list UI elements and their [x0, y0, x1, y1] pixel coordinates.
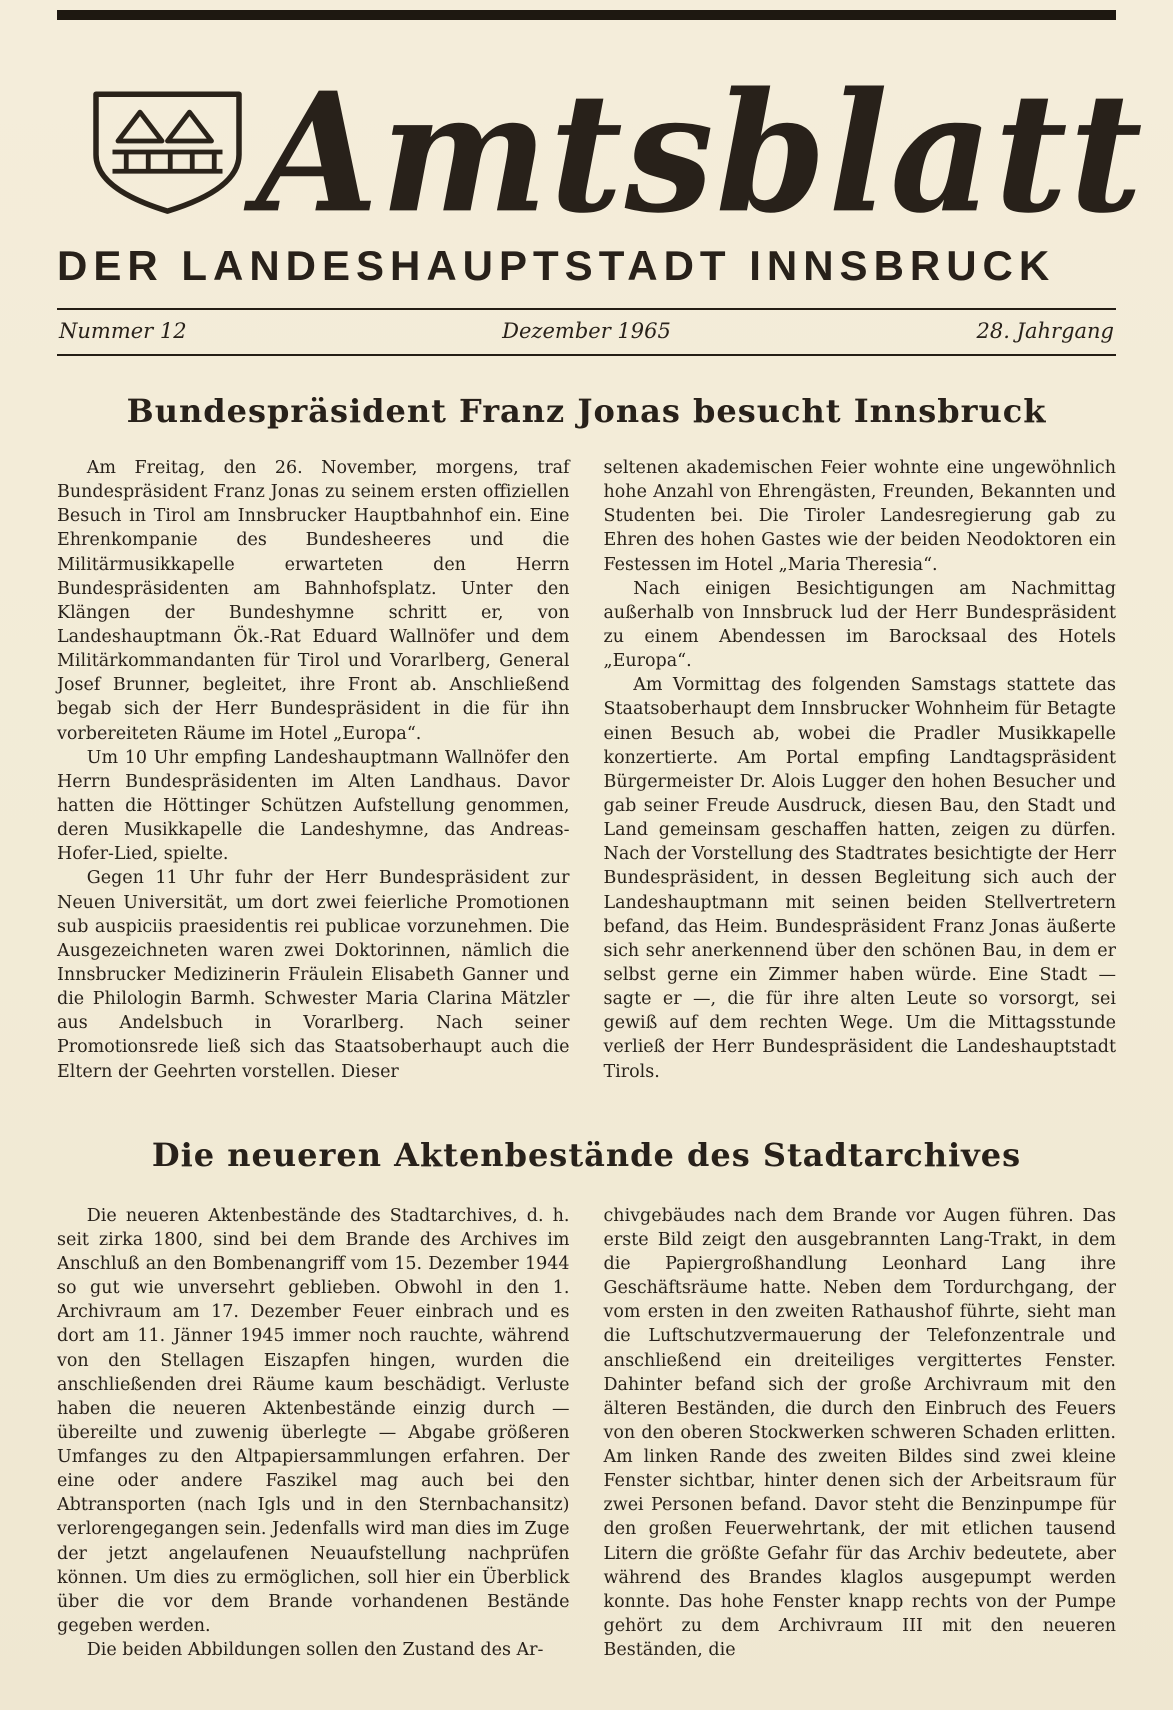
issue-info-row [57, 310, 1116, 354]
newspaper-title: Amtsblatt [256, 57, 1145, 250]
issue-date: Dezember 1965 [502, 319, 671, 343]
divider-rule-bottom [57, 354, 1116, 356]
article-title: Bundespräsident Franz Jonas besucht Innsbruck [126, 392, 1047, 430]
issue-volume: 28. Jahrgang [976, 319, 1115, 343]
paragraph: Am Freitag, den 26. November, morgens, traf Bundespräsident Franz Jonas zu seinem ersten offiziellen Besuch in Tirol am Innsbrucker Hauptbahnhof ein. Eine Ehrenkompanie des Bundesheeres und die Militärmusikkapelle erwarteten den Herrn Bundespräsidenten am Bahnhofsplatz. Unter den Klängen der Bundeshymne schritt er, von Landeshauptmann Ök.-Rat Eduard Wallnöfer und dem Militärkommandanten für Tirol und Vorarlberg, General Josef Brunner, begleitet, ihre Front ab. Anschließend begab sich der Herr Bundespräsident in die für ihn vorbereiteten Räume im Hotel „Europa“. [57, 458, 570, 744]
article-columns [57, 1204, 1116, 1663]
innsbruck-crest-icon [85, 82, 250, 226]
paragraph: Die beiden Abbildungen sollen den Zustand des Ar- [86, 1640, 544, 1661]
paragraph: chivgebäudes nach dem Brande vor Augen führen. Das erste Bild zeigt den ausgebrannten Lang-Trakt, in dem die Papiergroßhandlung Leonhard Lang ihre Geschäftsräume hatte. Neben dem Tordurchgang, der vom ersten in den zweiten Rathaushof führte, sieht man die Luftschutzvermauerung der Telefonzentrale und anschließend ein dreiteiliges vergittertes Fenster. Dahinter befand sich der große Archivraum mit den älteren Beständen, die durch den Einbruch des Feuers von den oberen Stockwerken schweren Schaden erlitten. Am linken Rande des zweiten Bildes sind zwei kleine Fenster sichtbar, hinter denen sich der Arbeitsraum für zwei Personen befand. Davor steht die Benzinpumpe für den großen Feuerwehrtank, der mit etlichen tausend Litern die größte Gefahr für das Archiv bedeutete, aber während des Brandes klaglos ausgepumpt werden konnte. Das hohe Fenster knapp rechts von der Pumpe gehört zu dem Archivraum III mit den neueren Beständen, die [603, 1205, 1116, 1661]
article-column-left [57, 1204, 570, 1663]
paragraph: Um 10 Uhr empfing Landeshauptmann Wallnöfer den Herrn Bundespräsidenten im Alten Landhaus. Davor hatten die Höttinger Schützen Aufstellung genommen, deren Musikkapelle die Landeshymne, das Andreas-Hofer-Lied, spielte. [57, 747, 570, 865]
article-column-right [604, 1204, 1117, 1663]
article-column-left [57, 456, 570, 1084]
paragraph: seltenen akademischen Feier wohnte eine ungewöhnlich hohe Anzahl von Ehrengästen, Freunden, Bekannten und Studenten bei. Die Tiroler Landesregierung gab zu Ehren des hohen Gastes wie der beiden Neodoktoren ein Festessen im Hotel „Maria Theresia“. [603, 458, 1116, 575]
article-column-right [604, 456, 1117, 1084]
paragraph: Die neueren Aktenbestände des Stadtarchives, d. h. seit zirka 1800, sind bei dem Brande des Archives im Anschluß an den Bombenangriff vom 15. Dezember 1944 so gut wie unversehrt geblieben. Obwohl in den 1. Archivraum am 17. Dezember Feuer einbrach und es dort am 11. Jänner 1945 immer noch rauchte, während von den Stellagen Eiszapfen hingen, wurden die anschließenden drei Räume kaum beschädigt. Verluste haben die neueren Aktenbestände einzig durch — übereilte und zuwenig überlegte — Abgabe größeren Umfanges zu den Altpapiersammlungen erfahren. Der eine oder andere Faszikel mag auch bei den Abtransporten (nach Igls und in den Sternbachansitz) verlorengegangen sein. Jedenfalls wird man dies im Zuge der jetzt angelaufenen Neuaufstellung nachprüfen können. Um dies zu ermöglichen, soll hier ein Überblick über die vor dem Brande vorhandenen Bestände gegeben werden. [57, 1205, 570, 1637]
paragraph: Gegen 11 Uhr fuhr der Herr Bundespräsident zur Neuen Universität, um dort zwei feierliche Promotionen sub auspiciis praesidentis rei publicae vorzunehmen. Die Ausgezeichneten waren zwei Doktorinnen, nämlich die Innsbrucker Medizinerin Fräulein Elisabeth Ganner und die Philologin Barmh. Schwester Maria Clarina Mätzler aus Andelsbuch in Vorarlberg. Nach seiner Promotionsrede ließ sich das Staatsoberhaupt auch die Eltern der Geehrten vorstellen. Dieser [57, 868, 570, 1082]
paragraph: Am Vormittag des folgenden Samstags stattete das Staatsoberhaupt dem Innsbrucker Wohnheim für Betagte einen Besuch ab, wobei die Pradler Musikkapelle konzertierte. Am Portal empfing Landtagspräsident Bürgermeister Dr. Alois Lugger den hohen Besucher und gab seiner Freude Ausdruck, diesen Bau, den Stadt und Land gemeinsam geschaffen hatten, zeigen zu dürfen. Nach der Vorstellung des Stadtrates besichtigte der Herr Bundespräsident, in dessen Begleitung sich auch der Landeshauptmann mit seinen beiden Stellvertretern befand, das Heim. Bundespräsident Franz Jonas äußerte sich sehr anerkennend über den schönen Bau, in dem er selbst gerne ein Zimmer haben würde. Eine Stadt — sagte er —, die für ihre alten Leute so vorsorgt, sei gewiß auf dem rechten Wege. Um die Mittagsstunde verließ der Herr Bundespräsident die Landeshauptstadt Tirols. [603, 675, 1116, 1082]
article-aktenbestaende-stadtarchiv [57, 1136, 1116, 1663]
article-columns [57, 456, 1116, 1084]
article-bundespraesident-besuch [57, 392, 1116, 1084]
article-title: Die neueren Aktenbestände des Stadtarchives [151, 1135, 1022, 1174]
issue-number: Nummer 12 [59, 319, 187, 343]
brand-row [57, 57, 1145, 250]
paragraph: Nach einigen Besichtigungen am Nachmittag außerhalb von Innsbruck lud der Herr Bundespräsident zu einem Abendessen im Barocksaal des Hotels „Europa“. [603, 578, 1116, 672]
newspaper-subtitle: DER LANDESHAUPTSTADT INNSBRUCK [57, 242, 1056, 289]
masthead [57, 57, 1145, 356]
top-rule [57, 10, 1116, 20]
